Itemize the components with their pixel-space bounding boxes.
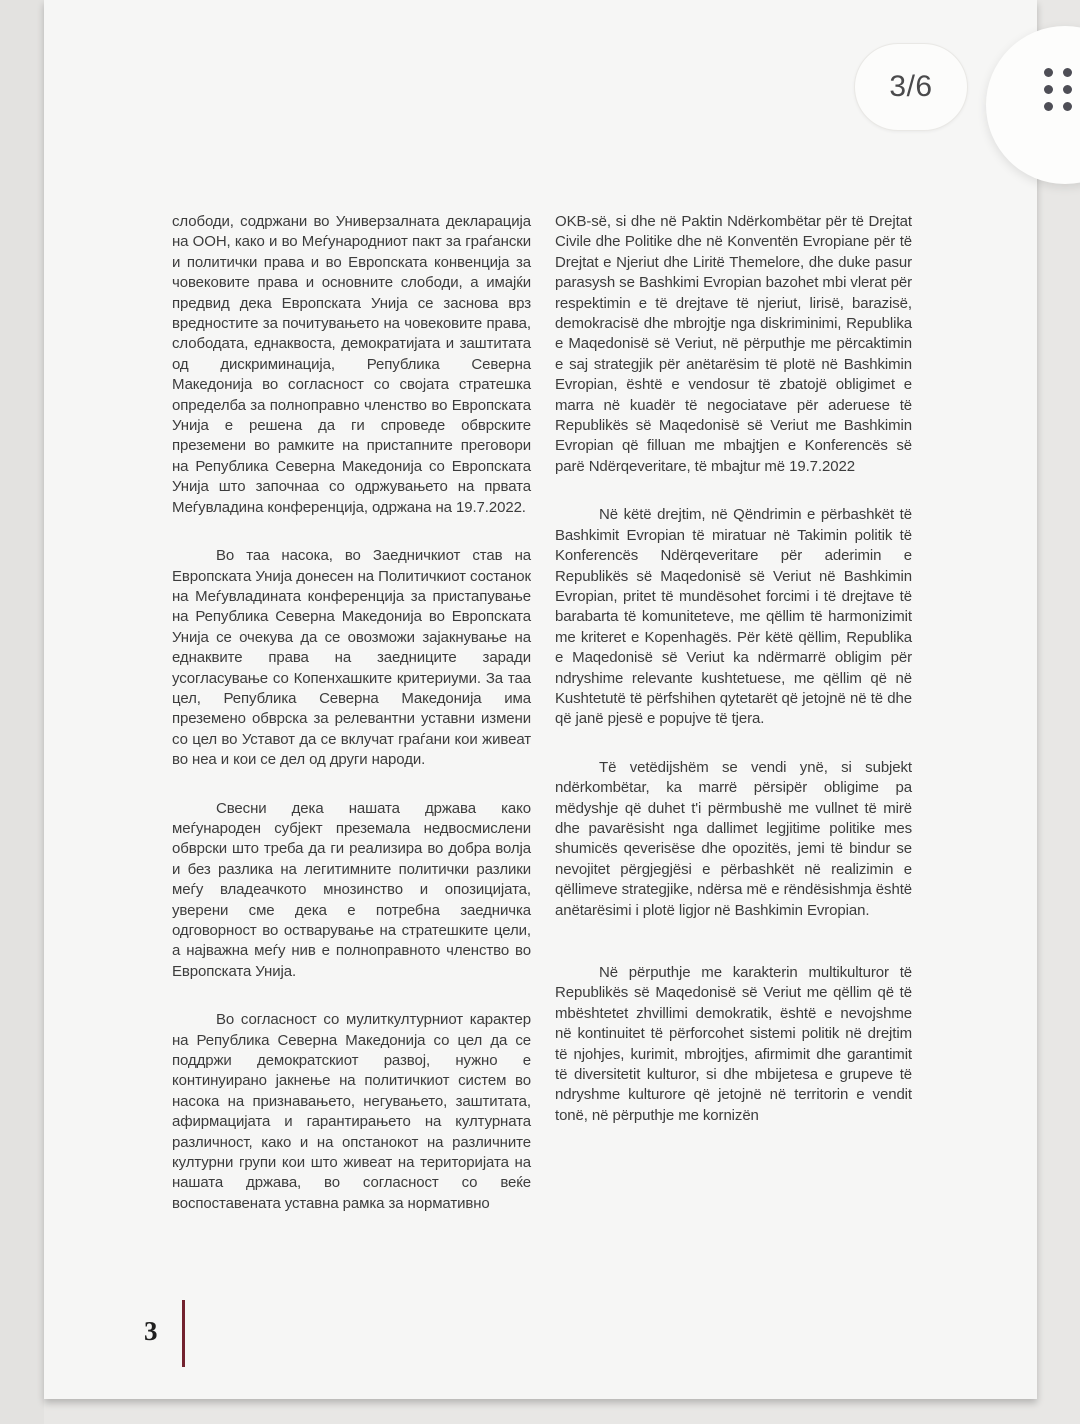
paragraph: OKB-së, si dhe në Paktin Ndërkombëtar për të Drejtat Civile dhe Politike dhe në Konventën Evropiane për të Drejtat e Njeriut dhe Liritë Themelore, dhe duke pasur parasysh se Bashkimi Evropian bazohet mbi vlerat për respektimin e të drejtave të njeriut, lirisë, barazisë, demokracisë dhe mbrojtje nga diskriminimi, Republika e Maqedonisë së Veriut, në përputhje me përcaktimin e saj strategjik për anëtarësim të plotë në Bashkimin Evropian, është e vendosur të zbatojë obligimet e marra në kuadër të negociatave për aderuese të Republikës së Maqedonisë së Veriut me Bashkimin Evropian që filluan me mbajtjen e Konferencës së parë Ndërqeveritare, të mbajtur më 19.7.2022 bbox=[555, 213, 912, 475]
page-body-columns bbox=[172, 212, 912, 1242]
footer-rule bbox=[182, 1300, 185, 1367]
paragraph: Në përputhje me karakterin multikulturor të Republikës së Maqedonisë së Veriut me qëllim që të mbështetet zhvillimi demokratik, është e nevojshme në kontinuitet të përforcohet sistemi politik në drejtim të njohjes, kurimit, mbrojtjes, afirmimit dhe garantimit të diversitetit kulturor, si dhe mbijetesa e grupeve të ndryshme kulturore që jetojnë në territorin e vendit tonë, në përputhje me kornizën bbox=[555, 964, 912, 1124]
paragraph: Të vetëdijshëm se vendi ynë, si subjekt ndërkombëtar, ka marrë përsipër obligime pa mëdyshje që duhet t'i përmbushë me vullnet të mirë dhe pavarësisht nga dallimet legjitime politike mes shumicës qeverisëse dhe opozitës, jemi të bindur se nevojitet përgjegjësi e përbashkët në realizimin e qëllimeve strategjike, ndërsa më e rëndësishmja është anëtarësimi i plotë ligjor në Bashkimin Evropian. bbox=[555, 758, 912, 919]
paragraph: Në këtë drejtim, në Qëndrimin e përbashkët të Bashkimit Evropian të miratuar në Takimin politik të Konferencës Ndërqeveritare për aderimin e Republikës së Maqedonisë së Veriut në Bashkimin Evropian, pritet të mundësohet forcimi i të drejtave të barabarta të komuniteteve, me qëllim të harmonizimit me kriteret e Kopenhagës. Për këtë qëllim, Republika e Maqedonisë së Veriut ka ndërmarrë obligim për ndryshime relevante kushtetuese, me qëllim që në Kushtetutë të përfshihen qytetarët që jetojnë në të dhe që janë pjesë e popujve të tjera. bbox=[555, 506, 912, 728]
page-footer-number: 3 bbox=[144, 1316, 158, 1346]
page-indicator-badge bbox=[854, 43, 968, 131]
albanian-column bbox=[555, 212, 912, 1242]
six-dots-grid-icon bbox=[1044, 68, 1072, 111]
page-indicator-text: 3/6 bbox=[889, 70, 933, 103]
paragraph: Свесни дека нашата држава како меѓународен субјект преземала недвосмислени обврски што треба да ги реализира во добра волја и без разлика на легитимните политички разлики меѓу владеачкото мнозинство и опозицијата, уверени сме дека е потребна заедничка одговорност во остварување на стратешките цели, а најважна меѓу нив е полноправното членство во Европската Унија. bbox=[172, 799, 531, 980]
document-page[interactable] bbox=[44, 0, 1037, 1399]
macedonian-column bbox=[172, 212, 531, 1242]
paragraph: слободи, содржани во Универзалната декларација на ООН, како и во Меѓународниот пакт за граѓански и политички права и во Европската конвенција за човековите права и основните слободи, а имајќи предвид дека Европската Унија се заснова врз вредностите за почитувањето на човековите права, слободата, еднаквоста, демократијата и заштитата од дискриминација, Република Северна Македонија во согласност со својата стратешка определба за полноправно членство во Европската Унија е решена да ги спроведе обврските преземени во рамките на пристапните преговори на Република Северна Македонија со Европската Унија што започнаа со одржувањето на првата Меѓувладина конференција, одржана на 19.7.2022. bbox=[172, 213, 531, 516]
paragraph: Во таа насока, во Заедничкиот став на Европската Унија донесен на Политичкиот состанок на Меѓувладината конференција за пристапување на Република Северна Македонија во Европската Унија се очекува да се овозможи зајакнување на еднаквите права на заедниците заради усогласување со Копенхашките критериуми. За таа цел, Република Северна Македонија има преземено обврска за релевантни уставни измени со цел во Уставот да се вклучат граѓани кои живеат во неа и кои се дел од други народи. bbox=[172, 547, 531, 769]
paragraph: Во согласност со мулиткултурниот карактер на Република Северна Македонија со цел да се поддржи демократскиот развој, нужно е континуирано јакнење на политичкиот систем во насока на признавањето, негувањето, заштитата, афирмацијата и гарантирањето на културната различност, како и на опстанокот на различните културни групи кои што живеат на територијата на нашата држава, во согласност со веќе воспоставената уставна рамка за нормативно bbox=[172, 1011, 531, 1212]
